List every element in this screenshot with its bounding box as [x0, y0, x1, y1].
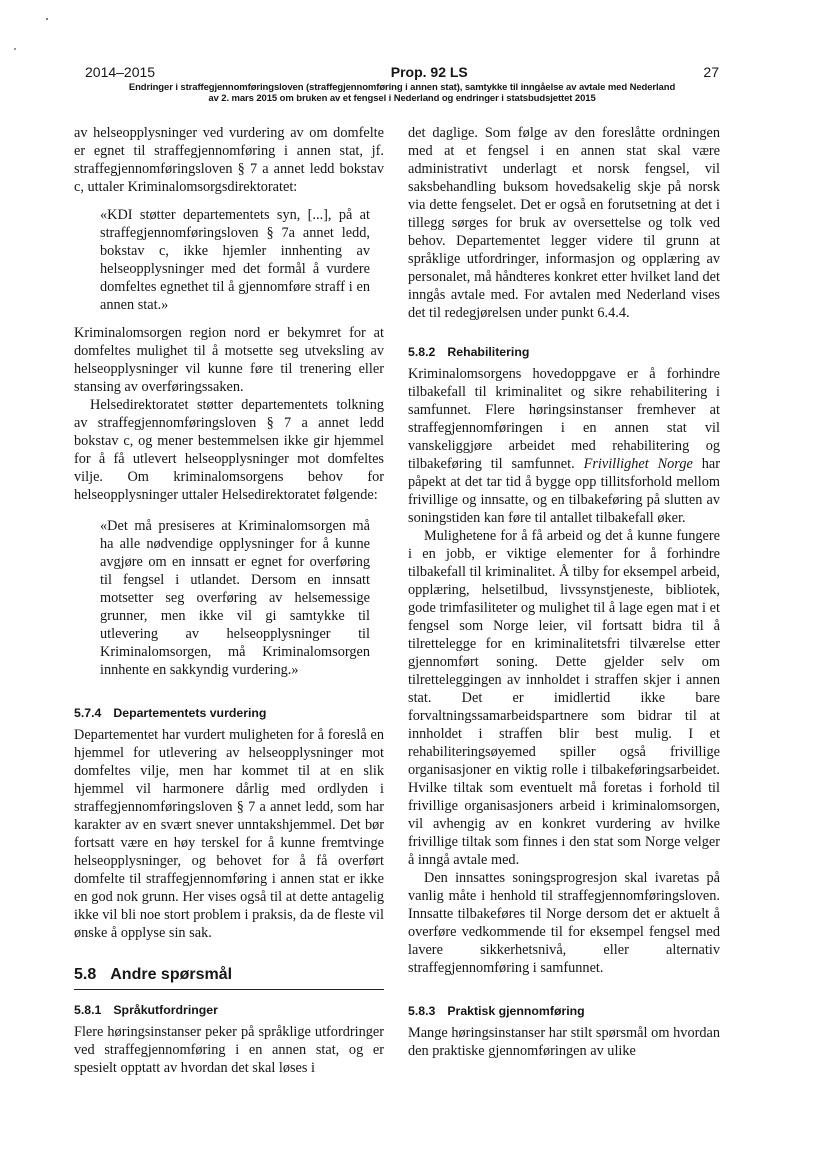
paragraph: Kriminalomsorgen region nord er bekymret for at domfeltes mulighet til å motsette seg utveksling av helseopplysninger vil kunne føre til trenering eller stansing av overføringssaken.: [74, 325, 384, 395]
section-number: 5.8.1: [74, 1003, 102, 1017]
paragraph-text: har påpekt at det tar tid å bygge opp tillitsforhold mellom frivillige og innsatte, og en tilbakeføring på slutten av soningstiden kan føre til antallet tilbakefall øker.: [408, 456, 720, 526]
section-heading-5-8-3: [408, 1003, 720, 1019]
quote-text: «Det må presiseres at Kriminalomsorgen må ha alle nødvendige opplysninger for å kunne avgjøre om en innsatt er egnet for overføring til fengsel i utlandet. Dersom en innsatt motsetter seg overføring av helsemessige grunner, men ikke vil gi samtykke til utlevering av helseopplysninger til Kriminalomsorgen, må Kriminalomsorgen innhente en sakkyndig vurdering.»: [100, 518, 370, 678]
block-quote: [100, 517, 370, 679]
quote-text: «KDI støtter departementets syn, [...], på at straffegjennomføringsloven § 7a annet ledd, bokstav c, ikke hjemler innhenting av helseopplysninger med det formål å vurdere domfeltes egnethet til å gjennomføre straff i en annen stat.»: [100, 207, 370, 313]
section-number: 5.7.4: [74, 706, 102, 720]
paragraph: Flere høringsinstanser peker på språklige utfordringer ved straffegjennomføring i en annen stat, og er spesielt opptatt av hvordan det skal løses i: [74, 1024, 384, 1076]
section-title: Språkutfordringer: [113, 1003, 218, 1017]
paragraph: Mange høringsinstanser har stilt spørsmål om hvordan den praktiske gjennomføringen av ulike: [408, 1025, 720, 1059]
paragraph: [408, 365, 720, 527]
section-heading-5-7-4: [74, 705, 384, 721]
section-number: 5.8.3: [408, 1004, 436, 1018]
paragraph: det daglige. Som følge av den foreslåtte ordningen med at et fengsel i en annen stat skal være administrativt underlagt et norsk fengsel, vil saksbehandling buksom hovedsakelig skje på norsk via dette fengselet. Det er også en forutsetning at det i tillegg sørges for bruk av oversettelse og tolk ved behov. Departementet legger videre til grunn at språklige utfordringer, informasjon og opplæring av personalet, må håndteres konkret etter hvilket land det inngås avtale med. For avtalen med Nederland vises det til redegjørelsen under punkt 6.4.4.: [408, 125, 720, 321]
organization-name: Frivillighet Norge: [583, 456, 693, 472]
paragraph: Departementet har vurdert muligheten for å foreslå en hjemmel for utlevering av helseopplysninger mot domfeltes vilje, men har kommet til at en slik hjemmel vil harmonere dårlig med ordlyden i straffegjennomføringsloven § 7 a annet ledd, som har karakter av en svært snever unntakshjemmel. Det bør fortsatt være en høy terskel for å kunne fremtvinge helseopplysninger, og behovet for å få overført domfelte til straffegjennomføring i annen stat er ikke en god nok grunn. Her vises også til at dette antagelig ikke vil bli noe stort problem i praksis, da de fleste vil ønske å opplyse sin sak.: [74, 727, 384, 941]
header-years: 2014–2015: [85, 64, 156, 80]
paragraph: av helseopplysninger ved vurdering av om domfelte er egnet til straffegjennomføring i annen stat, jf. straffegjennomføringsloven § 7 a annet ledd bokstav c, uttaler Kriminalomsorgsdirektoratet:: [74, 125, 384, 195]
paragraph: Den innsattes soningsprogresjon skal ivaretas på vanlig måte i henhold til straffegjennomføringsloven. Innsatte tilbakeføres til Norge dersom det er aktuelt å overføre vedkommende til for eksempel fengsel med lavere sikkerhetsnivå, eller alternativ straffegjennomføring i samfunnet.: [408, 870, 720, 976]
page-number: 27: [703, 64, 719, 80]
header-subtitle-line1: Endringer i straffegjennomføringsloven (straffegjennomføring i annen stat), samtykke til inngåelse av avtale med Nederland: [128, 82, 676, 93]
section-title: Rehabilitering: [447, 345, 530, 359]
right-column: [408, 124, 720, 1060]
section-number: 5.8.2: [408, 345, 436, 359]
section-number: 5.8: [74, 966, 97, 983]
section-title: Andre spørsmål: [110, 966, 233, 983]
block-quote: [100, 206, 370, 314]
paragraph: Helsedirektoratet støtter departementets tolkning av straffegjennomføringsloven § 7 a annet ledd bokstav c, og mener bestemmelsen ikke gir hjemmel for å få utlevert helseopplysninger mot domfeltes vilje. Om kriminalomsorgens behov for helseopplysninger uttaler Helsedirektoratet følgende:: [74, 397, 384, 503]
section-title: Departementets vurdering: [113, 706, 267, 720]
section-heading-5-8: [74, 964, 384, 990]
left-column: [74, 124, 384, 1077]
scan-speck: [46, 18, 48, 20]
scan-speck: [14, 48, 16, 50]
header-subtitle: [85, 82, 719, 104]
section-heading-5-8-2: [408, 344, 720, 360]
section-heading-5-8-1: [74, 1002, 384, 1018]
header-prop-number: Prop. 92 LS: [390, 64, 468, 80]
header-subtitle-line2: av 2. mars 2015 om bruken av et fengsel i Nederland og endringer i statsbudsjettet 2015: [208, 93, 596, 104]
page-header: [85, 64, 719, 104]
section-title: Praktisk gjennomføring: [447, 1004, 585, 1018]
paragraph-text: Kriminalomsorgens hovedoppgave er å forhindre tilbakefall til kriminalitet og sikre rehabilitering i samfunnet. Flere høringsinstanser fremhever at straffegjennomføringen i en annen stat vil vanskeliggjøre arbeidet med rehabilitering og tilbakeføring til samfunnet.: [408, 366, 720, 472]
header-row: [85, 64, 719, 80]
paragraph: Mulighetene for å få arbeid og det å kunne fungere i en jobb, er viktige elementer for å forhindre tilbakefall til kriminalitet. Å tilby for eksempel arbeid, opplæring, helsetilbud, livssynstjeneste, bibliotek, gode trimfasiliteter og mulighet til å lage egen mat i et fengsel som Norge leier, vil fortsatt bidra til å tilrettelegge for en kriminalitetsfri tilværelse etter gjennomført soning. Dette gjelder selv om tilretteleggingen av innholdet i straffen skjer i annen stat. Det er imidlertid ikke bare forvaltningssamarbeidspartnere som bidrar til at innholdet i straffen blir best mulig. I et rehabiliteringsøyemed spiller også frivillige organisasjoner en viktig rolle i tilbakeføringsarbeidet. Hvilke tiltak som eventuelt må foretas i forhold til frivillige organisasjoners arbeid i kriminalomsorgen, vil avhengig av en konkret vurdering av hvilke frivillige tiltak som finnes i den stat som Norge velger å inngå avtale med.: [408, 528, 720, 868]
